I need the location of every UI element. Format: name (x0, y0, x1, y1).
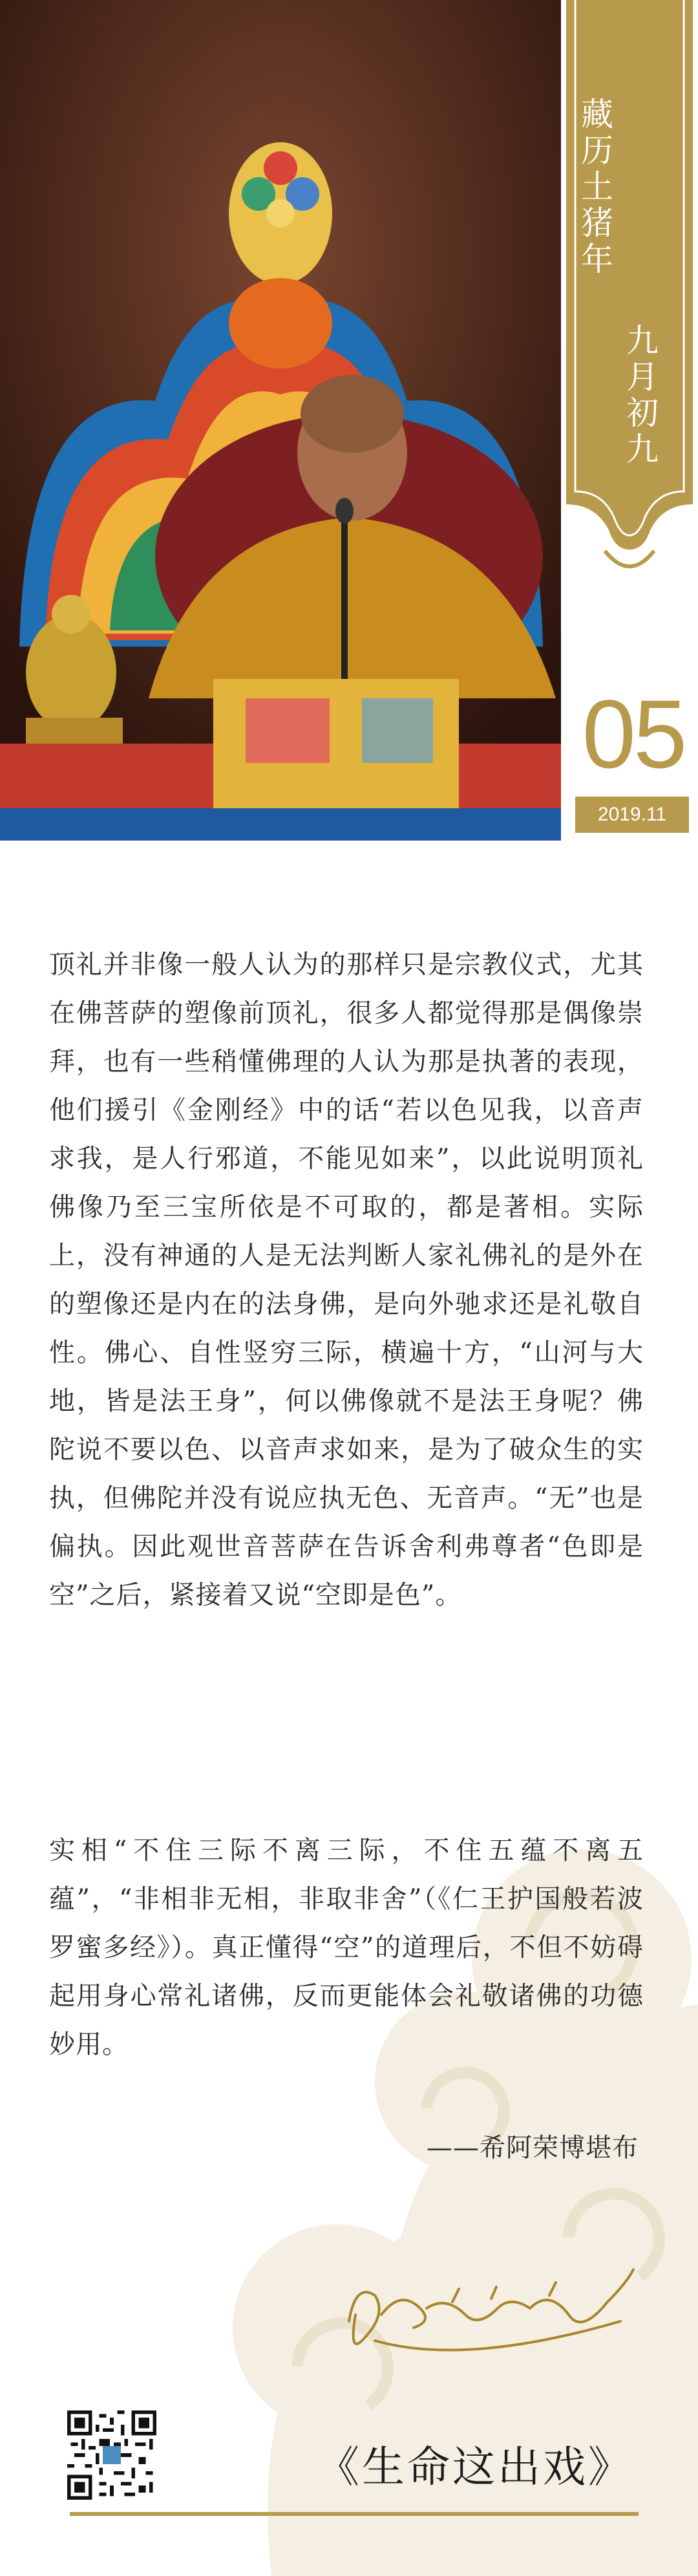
body-paragraph-2: 实相“不住三际不离三际，不住五蕴不离五蕴”，“非相非无相，非取非舍”（《仁王护国般若波罗蜜多经》）。真正懂得“空”的道理后，不但不妨碍起用身心常礼诸佛，反而更能体会礼敬诸佛的功德妙用。 (49, 1836, 644, 2059)
day-number: 05 (582, 680, 685, 788)
book-title: 《生命这出戏》 (317, 2442, 633, 2492)
header-photo (0, 0, 561, 841)
lunar-day-text: 九月初九 (621, 323, 659, 468)
date-banner (566, 0, 693, 595)
lunar-year-text: 藏历土猪年 (576, 97, 613, 278)
qr-code[interactable] (67, 2410, 156, 2500)
signature-image (336, 2244, 646, 2373)
footer-divider (70, 2512, 639, 2516)
year-month-badge: 2019.11 (575, 797, 689, 833)
body-paragraph-1: 顶礼并非像一般人认为的那样只是宗教仪式，尤其在佛菩萨的塑像前顶礼，很多人都觉得那是偶像崇拜，也有一些稍懂佛理的人认为那是执著的表现，他们援引《金刚经》中的话“若以色见我，以音声求我，是人行邪道，不能见如来”，以此说明顶礼佛像乃至三宝所依是不可取的，都是著相。实际上，没有神通的人是无法判断人家礼佛礼的是外在的塑像还是内在的法身佛，是向外驰求还是礼敬自性。佛心、自性竖穷三际，横遍十方，“山河与大地，皆是法王身”，何以佛像就不是法王身呢？佛陀说不要以色、以音声求如来，是为了破众生的实执，但佛陀并没有说应执无色、无音声。“无”也是偏执。因此观世音菩萨在告诉舍利弗尊者“色即是空”之后，紧接着又说“空即是色”。 (49, 950, 644, 1610)
author-attribution: ——希阿荣博堪布 (427, 2133, 639, 2163)
